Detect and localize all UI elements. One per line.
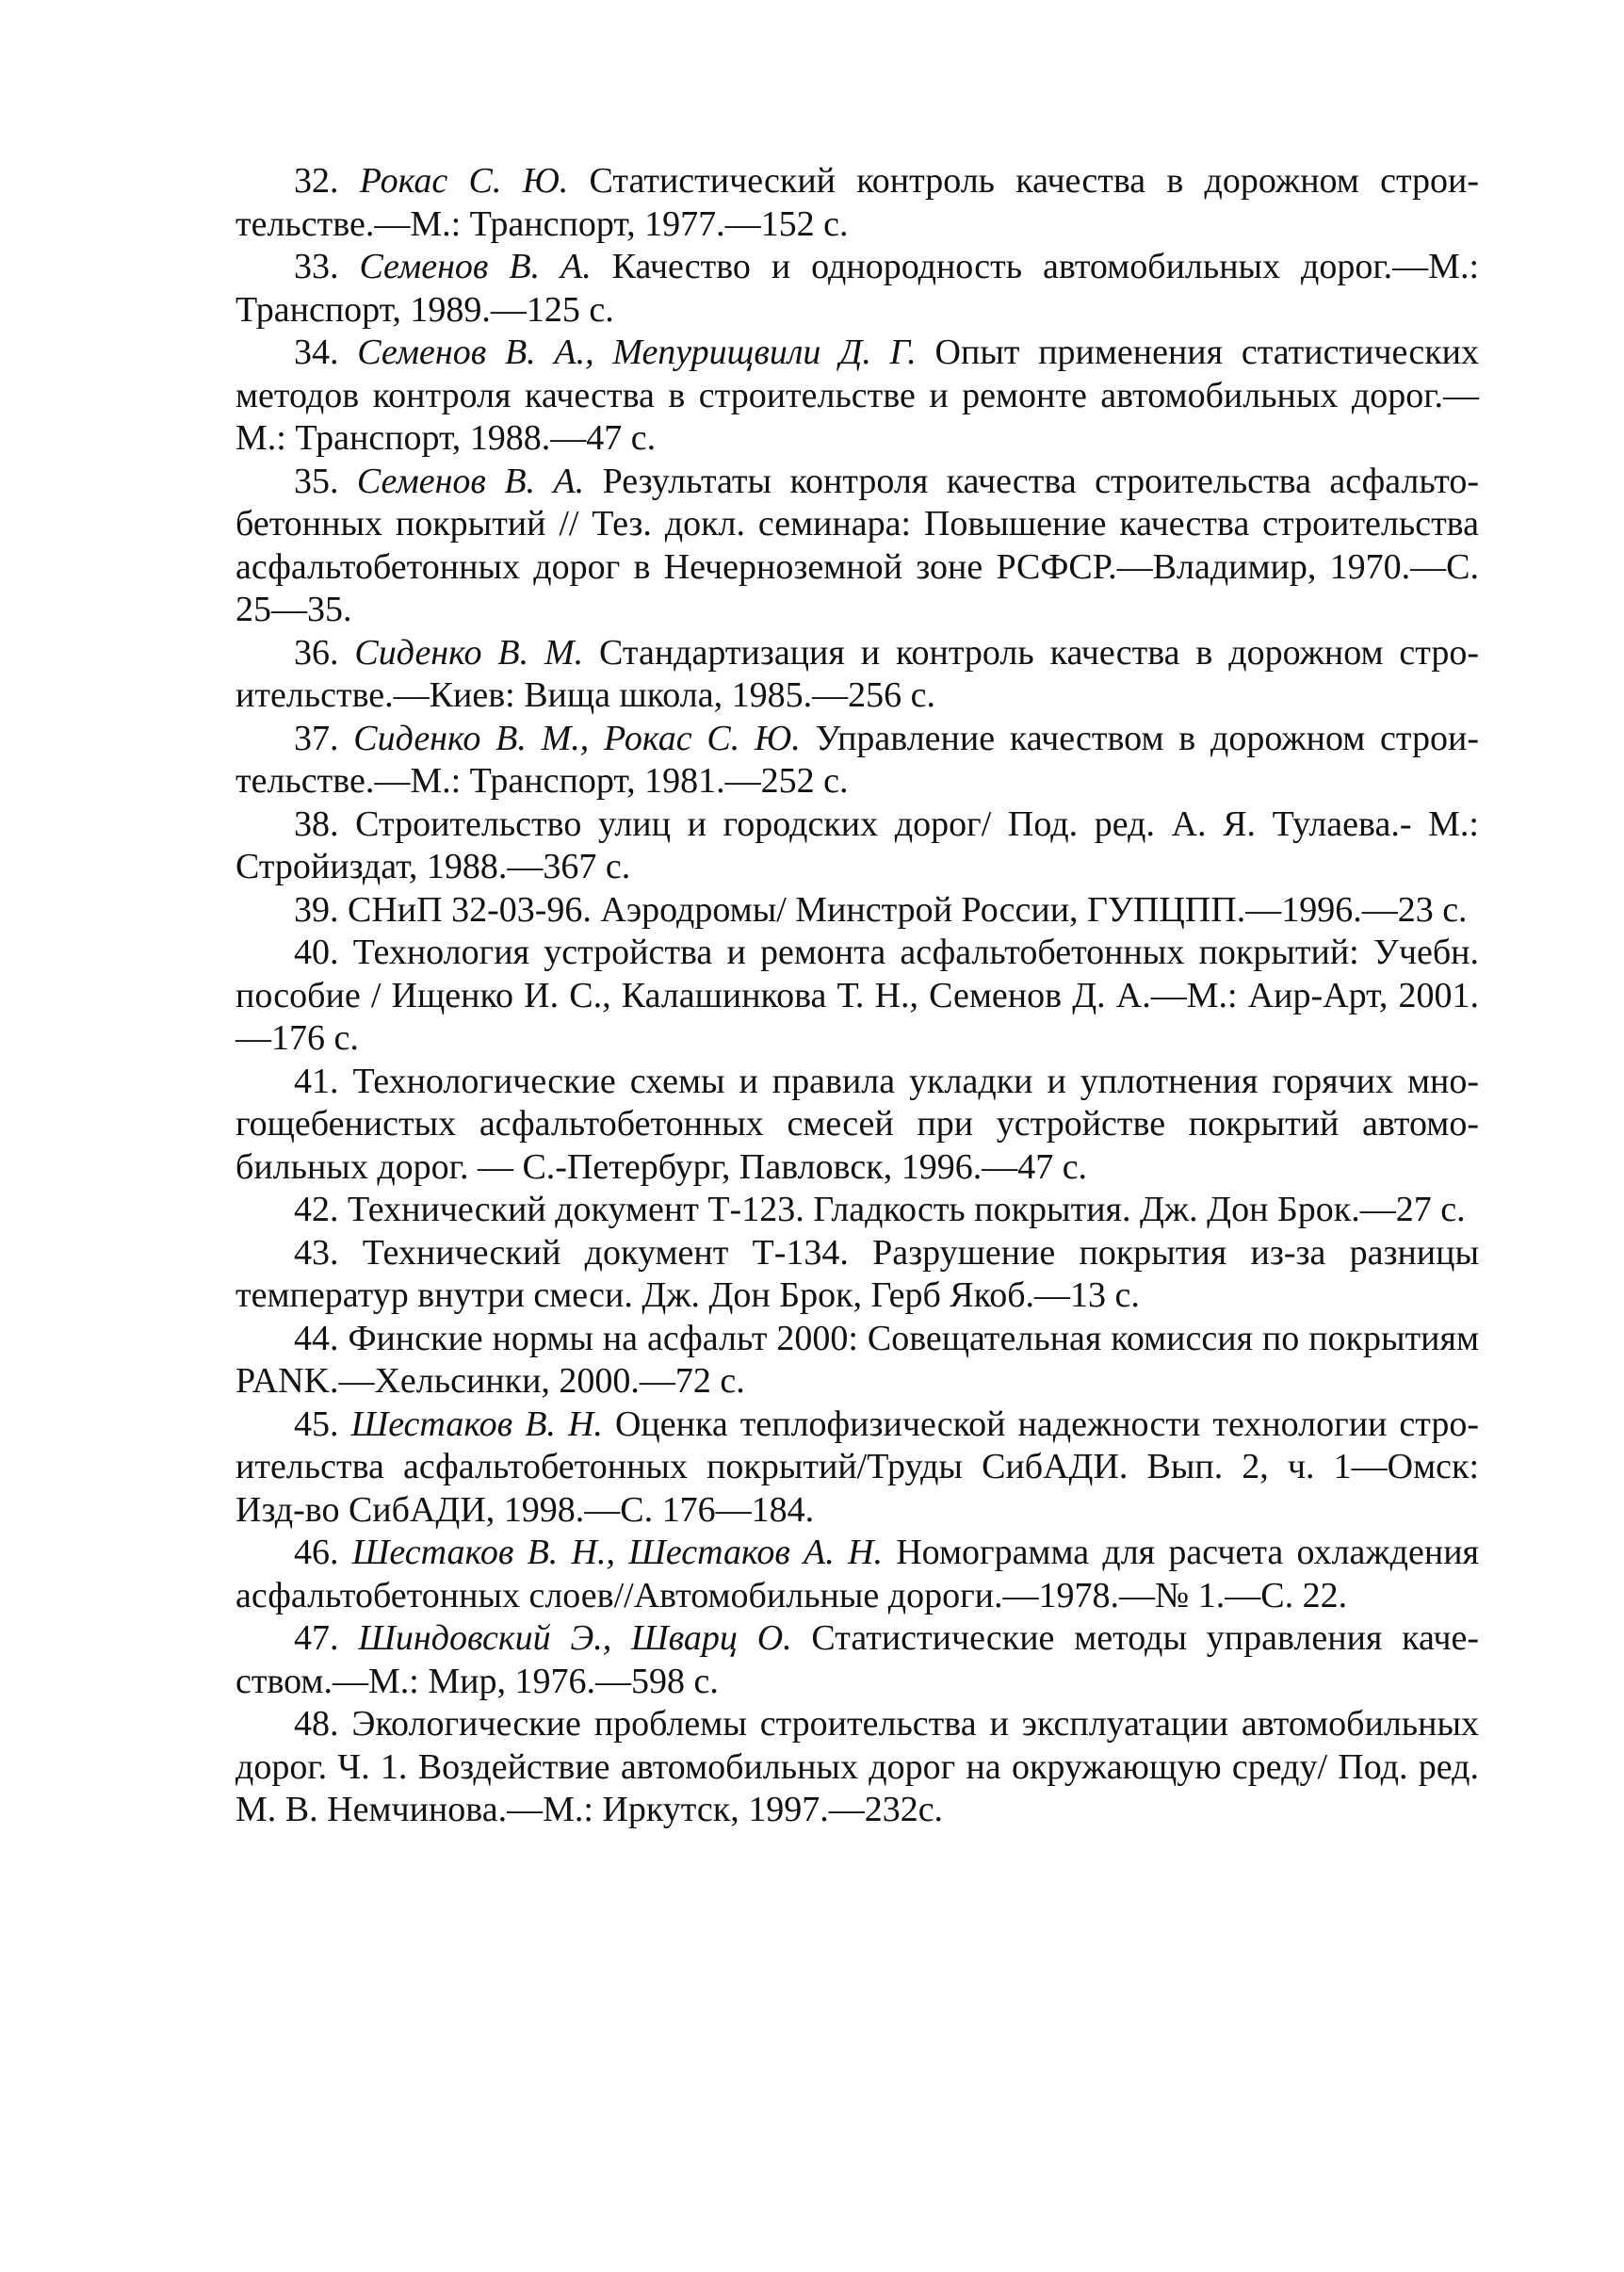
reference-author: Шиндовский Э., Шварц О. (358, 1618, 792, 1658)
reference-number: 40. (294, 933, 339, 972)
reference-item (235, 1532, 1479, 1617)
reference-item (235, 889, 1479, 933)
reference-author: Семенов В. А., Мепурищвили Д. Г. (357, 333, 917, 372)
reference-item (235, 461, 1479, 632)
reference-text: Стандартизация и контроль качества в дорожном строительстве.—Киев: Вища школа, 1985.—256 с. (235, 632, 1480, 715)
reference-number: 48. (294, 1704, 339, 1744)
reference-text: Качество и однородность автомобильных дорог.—М.: Транспорт, 1989.—125 с. (235, 247, 1479, 330)
reference-text: Технический документ Т-134. Разрушение покрытия из-за разницы температур внутри смеси. Дж. Дон Брок, Герб Якоб.—13 с. (235, 1232, 1479, 1315)
reference-author: Семенов В. А. (356, 461, 585, 501)
reference-text: Технологические схемы и правила укладки и уплотнения горячих многощебенистых асфальтобетонных смесей при устройстве покрытий автомобильных дорог. — С.-Петербург, Павловск, 1996.—47 с. (235, 1061, 1479, 1187)
reference-number: 46. (294, 1533, 339, 1572)
reference-text: Номограмма для расчета охлаждения асфальтобетонных слоев//Автомобильные дороги.—1978.—№ 1.—С. 22. (235, 1533, 1480, 1615)
reference-author: Рокас С. Ю. (359, 161, 569, 201)
reference-number: 39. (294, 889, 339, 930)
reference-number: 41. (294, 1061, 339, 1101)
reference-text: Строительство улиц и городских дорог/ Под. ред. А. Я. Тулаева.- М.: Стройиздат, 1988.—367 с. (235, 803, 1479, 886)
reference-text: Статистический контроль качества в дорожном строительстве.—М.: Транспорт, 1977.—152 с. (235, 161, 1480, 244)
reference-item (235, 932, 1479, 1061)
reference-text: Статистические методы управления качеством.—М.: Мир, 1976.—598 с. (235, 1618, 1480, 1701)
reference-list (235, 160, 1479, 1832)
reference-number: 43. (294, 1232, 339, 1273)
reference-item (235, 632, 1479, 718)
reference-text: Технический документ Т-123. Гладкость покрытия. Дж. Дон Брок.—27 с. (348, 1190, 1466, 1229)
reference-number: 35. (294, 461, 339, 501)
reference-author: Шестаков В. Н., Шестаков А. Н. (351, 1533, 883, 1572)
reference-number: 33. (294, 247, 339, 286)
reference-number: 45. (294, 1404, 339, 1444)
reference-author: Семенов В. А. (359, 247, 592, 286)
reference-item (235, 1617, 1479, 1703)
reference-item (235, 246, 1479, 332)
reference-text: Оценка теплофизической надежности технологии строительства асфальтобетонных покрытий/Труды СибАДИ. Вып. 2, ч. 1—Омск: Изд-во СибАДИ, 1998.—С. 176—184. (235, 1404, 1480, 1530)
reference-author: Сиденко В. М. (354, 632, 584, 673)
reference-item (235, 160, 1479, 246)
reference-text: Технология устройства и ремонта асфальтобетонных покрытий: Учебн. пособие / Ищенко И. С., Калашинкова Т. Н., Семенов Д. А.—М.: Аир-Арт, 2001.—176 с. (235, 933, 1479, 1058)
reference-text: Управление качеством в дорожном строительстве.—М.: Транспорт, 1981.—252 с. (235, 718, 1479, 801)
reference-item (235, 1404, 1479, 1533)
reference-item (235, 803, 1479, 889)
reference-author: Шестаков В. Н. (350, 1404, 603, 1444)
reference-number: 36. (294, 632, 339, 673)
reference-text: Опыт применения статистических методов контроля качества в строительстве и ремонте автомобильных дорог.— М.: Транспорт, 1988.—47 с. (235, 333, 1480, 458)
reference-author: Сиденко В. М., Рокас С. Ю. (353, 718, 801, 758)
reference-item (235, 1232, 1479, 1318)
reference-text: Финские нормы на асфальт 2000: Совещательная комиссия по покрытиям PANK.—Хельсинки, 2000.—72 с. (235, 1318, 1480, 1401)
reference-item (235, 1703, 1479, 1832)
reference-item (235, 332, 1479, 461)
reference-item (235, 1061, 1479, 1190)
reference-item (235, 1318, 1479, 1404)
reference-number: 34. (294, 333, 339, 372)
reference-number: 44. (294, 1318, 339, 1358)
reference-number: 47. (294, 1618, 339, 1658)
reference-text: Экологические проблемы строительства и эксплуатации автомобильных дорог. Ч. 1. Воздействие автомобильных дорог на окружающую среду/ Под. ред. М. В. Немчинова.—М.: Иркутск, 1997.—232с. (235, 1704, 1479, 1829)
reference-number: 32. (294, 161, 339, 201)
reference-text: Результаты контроля качества строительства асфальтобетонных покрытий // Тез. докл. семинара: Повышение качества строительства асфальтобетонных дорог в Нечерноземной зоне РСФСР.—Владимир, 1970.—С. 25—35. (235, 461, 1479, 629)
reference-number: 38. (294, 803, 339, 844)
reference-item (235, 718, 1479, 803)
reference-number: 42. (294, 1190, 339, 1229)
reference-number: 37. (294, 718, 339, 758)
reference-item (235, 1189, 1479, 1232)
reference-text: СНиП 32-03-96. Аэродромы/ Минстрой России, ГУПЦПП.—1996.—23 с. (348, 889, 1468, 930)
